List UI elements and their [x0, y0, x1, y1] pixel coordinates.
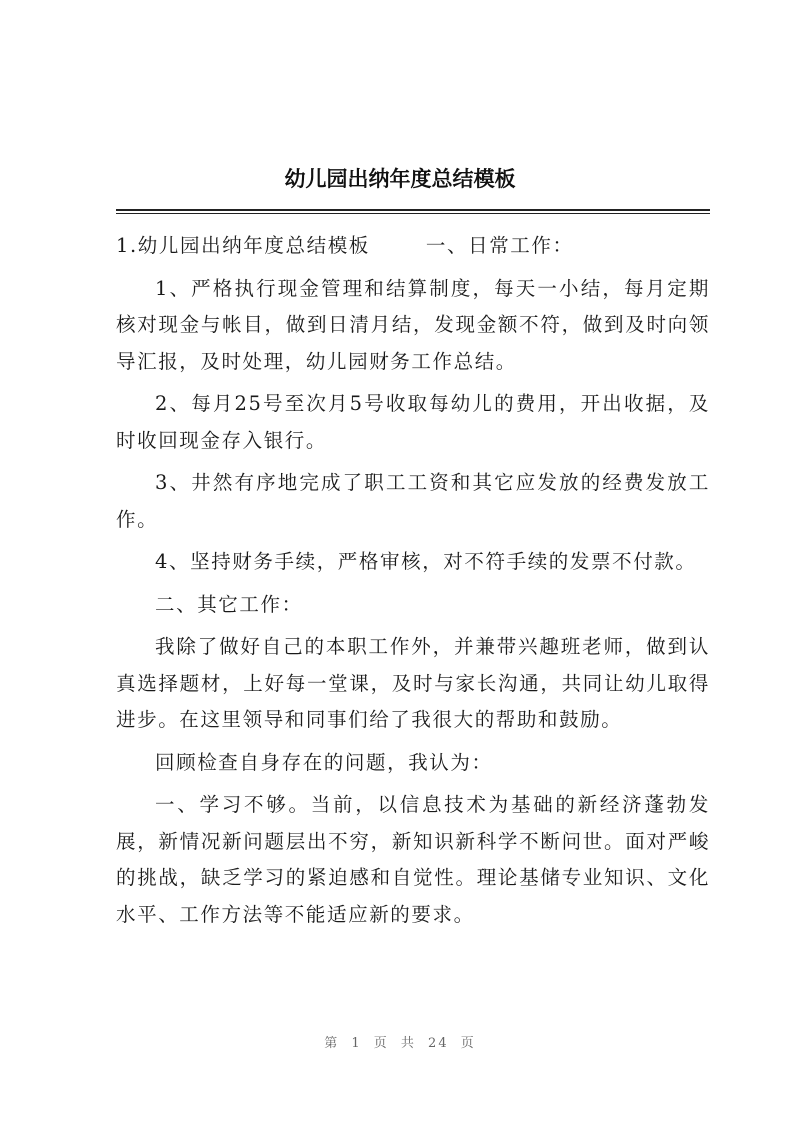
- document-body: [116, 228, 710, 939]
- paragraph: 2、每月25号至次月5号收取每幼儿的费用，开出收据，及时收回现金存入银行。: [116, 392, 710, 452]
- document-title: 幼儿园出纳年度总结模板: [284, 167, 516, 191]
- title-divider: [116, 209, 710, 214]
- paragraph-section-heading: 一、日常工作：: [425, 234, 574, 257]
- paragraph-heading: 1.幼儿园出纳年度总结模板: [116, 234, 370, 257]
- page-footer: 第 1 页 共 24 页: [324, 1036, 476, 1051]
- paragraph: 回顾检查自身存在的问题，我认为：: [155, 750, 493, 774]
- paragraph: 我除了做好自己的本职工作外，并兼带兴趣班老师，做到认真选择题材，上好每一堂课，及时与家长沟通，共同让幼儿取得进步。在这里领导和同事们给了我很大的帮助和鼓励。: [116, 635, 710, 731]
- paragraph: 1、严格执行现金管理和结算制度，每天一小结，每月定期核对现金与帐目，做到日清月结，发现金额不符，做到及时向领导汇报，及时处理，幼儿园财务工作总结。: [116, 276, 710, 373]
- paragraph: 4、坚持财务手续，严格审核，对不符手续的发票不付款。: [155, 550, 697, 573]
- paragraph: 3、井然有序地完成了职工工资和其它应发放的经费发放工作。: [116, 471, 710, 531]
- paragraph: 二、其它工作：: [155, 592, 303, 616]
- paragraph-intro: [116, 228, 710, 265]
- paragraph: 一、学习不够。当前，以信息技术为基础的新经济蓬勃发展，新情况新问题层出不穷，新知识新科学不断问世。面对严峻的挑战，缺乏学习的紧迫感和自觉性。理论基储专业知识、文化水平、工作方法等不能适应新的要求。: [116, 793, 710, 926]
